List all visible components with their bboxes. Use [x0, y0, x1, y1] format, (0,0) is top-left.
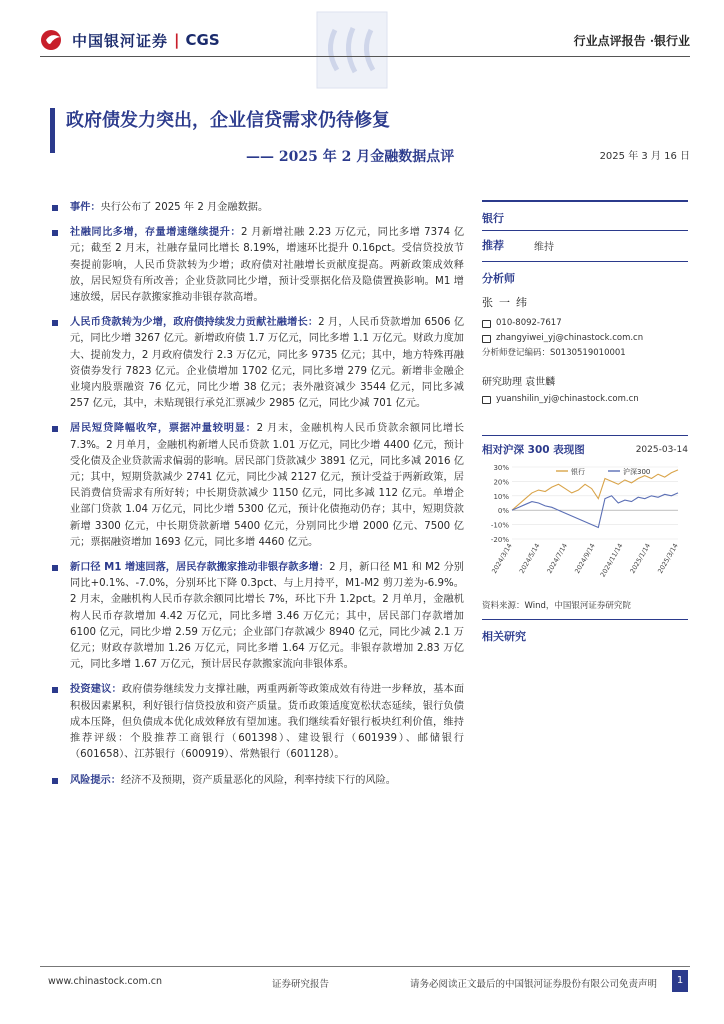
email-icon: [482, 396, 491, 404]
report-date: 2025 年 3 月 16 日: [599, 151, 690, 162]
y-tick-label: 0%: [497, 507, 509, 516]
paragraph-lead: 社融同比多增，存量增速继续提升：: [70, 227, 242, 239]
y-tick-label: 30%: [493, 464, 509, 472]
email-icon: [482, 335, 491, 343]
paragraph-investment-advice: [48, 682, 464, 763]
bullet-square-icon: [52, 230, 58, 236]
chart-header: [482, 436, 688, 461]
brand-name-en: CGS: [185, 31, 220, 49]
paragraph-lead: 新口径 M1 增速回落，居民存款搬家推动非银存款多增：: [70, 562, 330, 574]
phone-icon: [482, 320, 491, 328]
paragraph-lead: 居民短贷降幅收窄，票据冲量较明显：: [70, 423, 257, 435]
bullet-square-icon: [52, 565, 58, 571]
bullet-square-icon: [52, 320, 58, 326]
x-tick-label: 2024/11/14: [598, 542, 625, 579]
relative-performance-chart: [482, 461, 688, 581]
brand-logo: [40, 26, 220, 54]
bullet-square-icon: [52, 687, 58, 693]
footer-divider: [40, 966, 690, 967]
email-text[interactable]: yuanshilin_yj@chinastock.com.cn: [496, 394, 639, 404]
legend-label: 沪深300: [623, 468, 651, 476]
page-number: 1: [672, 970, 688, 992]
industry-label: 银行: [482, 212, 504, 225]
legend-label: 银行: [571, 468, 585, 476]
analyst-name: 张一纬: [482, 296, 533, 309]
paragraph-text: 2 月新增社融 2.23 万亿元，同比多增 7374 亿元；截至 2 月末，社融存量同比增长 8.19%，增速环比提升 0.16pct。受信贷投放节奏提前影响，人民币贷款转为少增；政府债对社融增长贡献度提高。两新政策成效释放，居民短贷有所改善；企业贷款同比少增，预计受票据化倍及隐债置换影响。M1 增速放缓，居民存款搬家推动非银存款高增。: [70, 227, 465, 304]
paragraph-text: 2 月末，金融机构人民币贷款余额同比增长 7.3%。2 月单月，金融机构新增人民币贷款 1.01 万亿元，同比少增 4400 亿元，预计受化债及企业贷款需求偏弱的影响。居民部门贷款减少 3891 亿元，同比多减 2016 亿元；其中，短期贷款减少 2741 亿元，同比少减 2127 亿元，预计受益于两新政策，居民消费信贷需求有所好转；中长期贷款减少 1150 亿元，同比多减 112 亿元。单增企业部门贷款 1.04 万亿元，同比少增 5300 亿元，预计化债拖动仍存；其中，短期贷款新增 3300 亿元，中长期贷款新增 5400 亿元，分别同比少增 2000 亿元、7500 亿元；票据融资增加 1693 亿元，同比多增 4460 亿元。: [70, 423, 465, 548]
chart-date: 2025-03-14: [635, 444, 688, 455]
paragraph-rmb-loans: [48, 315, 464, 412]
main-content: [48, 200, 464, 798]
footer-label: 证券研究报告: [272, 979, 330, 990]
cgs-watermark-icon: [315, 10, 389, 90]
x-tick-label: 2024/7/14: [545, 542, 570, 575]
email-text[interactable]: zhangyiwei_yj@chinastock.com.cn: [496, 333, 644, 343]
x-tick-label: 2024/5/14: [517, 542, 542, 575]
paragraph-household-loans: [48, 421, 464, 551]
analyst-cert: [482, 346, 688, 361]
x-tick-label: 2024/9/14: [573, 542, 597, 575]
assistant-email[interactable]: [482, 392, 688, 407]
bullet-square-icon: [52, 426, 58, 432]
paragraph-lead: 事件：: [70, 202, 101, 213]
analyst-email[interactable]: [482, 331, 688, 346]
y-tick-label: -10%: [490, 521, 509, 530]
report-type: 行业点评报告 ·银行业: [573, 34, 690, 48]
rating-value: 维持: [534, 241, 554, 253]
y-tick-label: 20%: [493, 478, 509, 487]
paragraph-text: 2 月，人民币贷款增加 6506 亿元，同比少增 3267 亿元。新增政府债 1.7 万亿元，同比多增 1.1 万亿元。财政力度加大、提前发力，2 月政府债发行 2.3 万亿元，同比多 9735 亿元；其中，地方特殊再融资债券发行 7823 亿元。企业债增加 1702 亿元，同比多增 279 亿元。新增非金融企业境内股票融资 76 亿元，同比少增 38 亿元；表外融资减少 3544 亿元，同比多减 257 亿元，其中，未贴现银行承兑汇票减少 2985 亿元，同比少减 701 亿元。: [70, 317, 465, 410]
cert-text: 分析师登记编码：S0130519010001: [482, 348, 626, 358]
paragraph-text: 2 月，新口径 M1 和 M2 分别同比+0.1%、-7.0%，分别环比下降 0.3pct、与上月持平，M1-M2 剪刀差为-6.9%。2 月末，金融机构人民币存款余额同比增长 7%，环比下升 1.2pct。2 月单月，金融机构人民币存款增加 4.42 万亿元，同比多增 3.46 万亿元；其中，居民部门存款增加 6100 亿元，同比少增 2.59 万亿元；企业部门存款减少 8940 亿元，同比少减 2.1 万亿元；财政存款增加 1.26 万亿元，同比多增 1.64 万亿元。非银存款增加 2.83 万亿元，同比多增 1.67 万亿元，预计居民存款搬家流向非银体系。: [70, 562, 464, 671]
x-tick-label: 2024/3/14: [490, 542, 514, 575]
sidebar: [482, 200, 688, 648]
report-title: 政府债发力突出，企业信贷需求仍待修复: [66, 110, 390, 131]
paragraph-text: 经济不及预期，资产质量恶化的风险，利率持续下行的风险。: [120, 774, 396, 786]
x-tick-label: 2025/1/14: [628, 542, 653, 575]
title-accent-bar: [50, 108, 55, 153]
paragraph-social-financing: [48, 225, 464, 306]
cgs-logo-icon: [40, 29, 66, 51]
rating-label: 推荐: [482, 239, 504, 252]
footer-url[interactable]: www.chinastock.com.cn: [48, 976, 162, 987]
paragraph-lead: 风险提示：: [70, 774, 121, 786]
y-tick-label: 10%: [493, 492, 509, 501]
x-tick-label: 2025/3/14: [656, 542, 680, 575]
assistant-name: 研究助理 袁世麟: [482, 377, 556, 388]
paragraph-text: 央行公布了 2025 年 2 月金融数据。: [100, 202, 269, 213]
header-divider: [40, 56, 690, 57]
paragraph-lead: 人民币贷款转为少增，政府债持续发力贡献社融增长：: [70, 317, 319, 329]
paragraph-lead: 投资建议：: [70, 684, 122, 696]
analyst-section-title: 分析师: [482, 272, 515, 285]
series-line-0: [512, 470, 678, 510]
chart-title: 相对沪深 300 表现图: [482, 444, 585, 456]
brand-name-cn: 中国银河证券: [72, 31, 169, 50]
paragraph-risk: [48, 773, 464, 789]
paragraph-m1-deposits: [48, 560, 464, 673]
bullet-square-icon: [52, 205, 58, 211]
analyst-phone: [482, 316, 688, 331]
footer-disclaimer: 请务必阅读正文最后的中国银河证券股份有限公司免责声明: [410, 979, 658, 990]
y-tick-label: -20%: [490, 536, 509, 544]
paragraph-event: [48, 200, 464, 216]
brand-separator: |: [174, 31, 180, 49]
rating-row: [482, 231, 688, 261]
related-research-title: 相关研究: [482, 630, 526, 643]
phone-text: 010-8092-7617: [496, 318, 562, 328]
chart-source: 资料来源：Wind，中国银河证券研究院: [482, 601, 631, 611]
report-subtitle: —— 2025 年 2 月金融数据点评: [246, 149, 455, 165]
paragraph-text: 政府债券继续发力支撑社融，两重两新等政策成效有待进一步释放，基本面积极因素累积，利好银行信贷投放和资产质量。货币政策适度宽松状态延续，银行负债成本压降，但负债成本优化成效释放有望加速。我们继续看好银行板块红利价值，维持推荐评级：个股推荐工商银行（601398）、建设银行（601939）、邮储银行（601658）、江苏银行（600919）、常熟银行（601128）。: [70, 684, 465, 761]
bullet-square-icon: [52, 778, 58, 784]
